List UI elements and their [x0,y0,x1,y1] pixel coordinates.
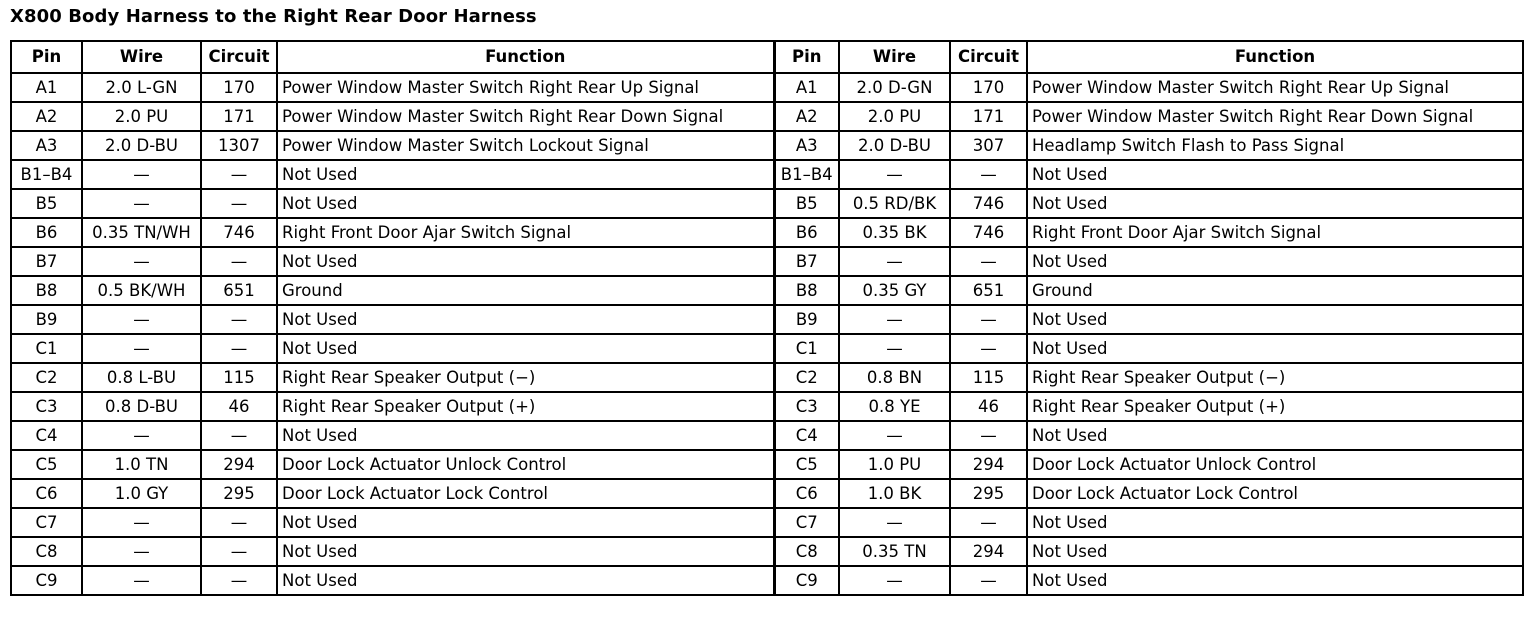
left-wire-cell: — [82,508,201,537]
left-pin-cell: C3 [11,392,82,421]
left-function-cell: Not Used [277,189,774,218]
header-function-left: Function [277,41,774,73]
right-wire-cell: — [839,421,950,450]
left-pin-cell: A3 [11,131,82,160]
right-pin-cell: B1–B4 [774,160,839,189]
left-wire-cell: 2.0 L-GN [82,73,201,102]
right-pin-cell: C4 [774,421,839,450]
left-wire-cell: 2.0 D-BU [82,131,201,160]
header-row [11,41,1523,73]
left-wire-cell: 1.0 TN [82,450,201,479]
table-row [11,276,1523,305]
right-circuit-cell: — [950,566,1027,595]
left-circuit-cell: 171 [201,102,277,131]
right-pin-cell: C5 [774,450,839,479]
left-circuit-cell: 46 [201,392,277,421]
right-pin-cell: A2 [774,102,839,131]
right-function-cell: Not Used [1027,508,1523,537]
left-function-cell: Not Used [277,334,774,363]
right-function-cell: Door Lock Actuator Unlock Control [1027,450,1523,479]
right-wire-cell: 2.0 D-BU [839,131,950,160]
right-function-cell: Not Used [1027,160,1523,189]
left-function-cell: Power Window Master Switch Lockout Signal [277,131,774,160]
right-circuit-cell: 171 [950,102,1027,131]
right-pin-cell: C2 [774,363,839,392]
left-pin-cell: C8 [11,537,82,566]
page-title: X800 Body Harness to the Right Rear Door Harness [10,6,537,27]
right-wire-cell: — [839,566,950,595]
left-circuit-cell: — [201,160,277,189]
right-circuit-cell: — [950,160,1027,189]
right-wire-cell: 0.8 BN [839,363,950,392]
left-pin-cell: B9 [11,305,82,334]
left-function-cell: Right Rear Speaker Output (+) [277,392,774,421]
left-function-cell: Door Lock Actuator Unlock Control [277,450,774,479]
right-wire-cell: — [839,160,950,189]
table-row [11,508,1523,537]
right-pin-cell: C3 [774,392,839,421]
right-pin-cell: B6 [774,218,839,247]
right-wire-cell: 0.5 RD/BK [839,189,950,218]
left-pin-cell: B1–B4 [11,160,82,189]
right-pin-cell: B8 [774,276,839,305]
right-wire-cell: 0.8 YE [839,392,950,421]
left-pin-cell: C4 [11,421,82,450]
right-wire-cell: 2.0 D-GN [839,73,950,102]
left-function-cell: Right Front Door Ajar Switch Signal [277,218,774,247]
right-pin-cell: C8 [774,537,839,566]
header-wire-right: Wire [839,41,950,73]
table-row [11,566,1523,595]
right-pin-cell: B9 [774,305,839,334]
right-function-cell: Right Rear Speaker Output (+) [1027,392,1523,421]
left-pin-cell: C5 [11,450,82,479]
left-wire-cell: 1.0 GY [82,479,201,508]
left-pin-cell: B8 [11,276,82,305]
header-wire-left: Wire [82,41,201,73]
right-circuit-cell: — [950,305,1027,334]
left-function-cell: Not Used [277,160,774,189]
table-row [11,247,1523,276]
right-function-cell: Not Used [1027,566,1523,595]
left-pin-cell: A1 [11,73,82,102]
left-circuit-cell: 651 [201,276,277,305]
right-function-cell: Not Used [1027,247,1523,276]
right-circuit-cell: 294 [950,450,1027,479]
left-circuit-cell: — [201,334,277,363]
left-circuit-cell: — [201,537,277,566]
right-circuit-cell: — [950,508,1027,537]
left-circuit-cell: 170 [201,73,277,102]
right-function-cell: Ground [1027,276,1523,305]
right-wire-cell: 2.0 PU [839,102,950,131]
header-pin-left: Pin [11,41,82,73]
table-row [11,218,1523,247]
right-function-cell: Power Window Master Switch Right Rear Up Signal [1027,73,1523,102]
table-row [11,102,1523,131]
header-circuit-right: Circuit [950,41,1027,73]
left-function-cell: Not Used [277,508,774,537]
left-wire-cell: 0.8 L-BU [82,363,201,392]
left-function-cell: Not Used [277,247,774,276]
table-row [11,421,1523,450]
right-function-cell: Not Used [1027,537,1523,566]
left-circuit-cell: 746 [201,218,277,247]
right-wire-cell: 0.35 TN [839,537,950,566]
right-wire-cell: 0.35 GY [839,276,950,305]
right-function-cell: Not Used [1027,305,1523,334]
right-function-cell: Right Rear Speaker Output (−) [1027,363,1523,392]
left-function-cell: Not Used [277,305,774,334]
table-row [11,392,1523,421]
left-circuit-cell: — [201,247,277,276]
table-row [11,189,1523,218]
left-circuit-cell: 1307 [201,131,277,160]
left-function-cell: Not Used [277,421,774,450]
left-wire-cell: — [82,160,201,189]
left-circuit-cell: — [201,508,277,537]
right-circuit-cell: 294 [950,537,1027,566]
table-row [11,450,1523,479]
left-wire-cell: — [82,247,201,276]
left-wire-cell: — [82,566,201,595]
left-wire-cell: 0.5 BK/WH [82,276,201,305]
right-wire-cell: — [839,305,950,334]
right-function-cell: Power Window Master Switch Right Rear Down Signal [1027,102,1523,131]
right-function-cell: Not Used [1027,189,1523,218]
right-pin-cell: B7 [774,247,839,276]
table-row [11,363,1523,392]
left-pin-cell: B5 [11,189,82,218]
right-wire-cell: 1.0 BK [839,479,950,508]
header-circuit-left: Circuit [201,41,277,73]
left-circuit-cell: 294 [201,450,277,479]
left-function-cell: Power Window Master Switch Right Rear Up Signal [277,73,774,102]
left-circuit-cell: 295 [201,479,277,508]
header-function-right: Function [1027,41,1523,73]
left-function-cell: Right Rear Speaker Output (−) [277,363,774,392]
right-function-cell: Not Used [1027,334,1523,363]
right-circuit-cell: 307 [950,131,1027,160]
right-circuit-cell: 746 [950,218,1027,247]
left-function-cell: Door Lock Actuator Lock Control [277,479,774,508]
right-circuit-cell: — [950,247,1027,276]
right-function-cell: Right Front Door Ajar Switch Signal [1027,218,1523,247]
left-pin-cell: C1 [11,334,82,363]
left-function-cell: Not Used [277,537,774,566]
left-wire-cell: 2.0 PU [82,102,201,131]
table-row [11,334,1523,363]
right-pin-cell: A1 [774,73,839,102]
left-circuit-cell: — [201,305,277,334]
right-circuit-cell: — [950,421,1027,450]
right-circuit-cell: 115 [950,363,1027,392]
right-pin-cell: C9 [774,566,839,595]
left-pin-cell: C6 [11,479,82,508]
right-function-cell: Door Lock Actuator Lock Control [1027,479,1523,508]
right-circuit-cell: — [950,334,1027,363]
table-row [11,537,1523,566]
left-pin-cell: A2 [11,102,82,131]
left-function-cell: Not Used [277,566,774,595]
table-row [11,131,1523,160]
left-wire-cell: — [82,305,201,334]
left-pin-cell: C2 [11,363,82,392]
right-pin-cell: B5 [774,189,839,218]
left-circuit-cell: — [201,566,277,595]
right-wire-cell: 0.35 BK [839,218,950,247]
right-wire-cell: — [839,247,950,276]
left-circuit-cell: 115 [201,363,277,392]
right-circuit-cell: 651 [950,276,1027,305]
table-row [11,73,1523,102]
left-pin-cell: C9 [11,566,82,595]
right-wire-cell: 1.0 PU [839,450,950,479]
right-wire-cell: — [839,508,950,537]
left-circuit-cell: — [201,421,277,450]
left-wire-cell: 0.35 TN/WH [82,218,201,247]
table-row [11,479,1523,508]
left-pin-cell: C7 [11,508,82,537]
left-wire-cell: 0.8 D-BU [82,392,201,421]
header-pin-right: Pin [774,41,839,73]
left-pin-cell: B7 [11,247,82,276]
left-pin-cell: B6 [11,218,82,247]
right-circuit-cell: 746 [950,189,1027,218]
right-circuit-cell: 295 [950,479,1027,508]
table-row [11,160,1523,189]
table-row [11,305,1523,334]
right-pin-cell: C7 [774,508,839,537]
right-function-cell: Headlamp Switch Flash to Pass Signal [1027,131,1523,160]
right-wire-cell: — [839,334,950,363]
right-pin-cell: C6 [774,479,839,508]
harness-table [10,40,1524,596]
right-pin-cell: C1 [774,334,839,363]
right-circuit-cell: 170 [950,73,1027,102]
right-function-cell: Not Used [1027,421,1523,450]
right-circuit-cell: 46 [950,392,1027,421]
left-wire-cell: — [82,537,201,566]
left-circuit-cell: — [201,189,277,218]
left-wire-cell: — [82,421,201,450]
left-wire-cell: — [82,334,201,363]
left-function-cell: Power Window Master Switch Right Rear Down Signal [277,102,774,131]
left-function-cell: Ground [277,276,774,305]
right-pin-cell: A3 [774,131,839,160]
left-wire-cell: — [82,189,201,218]
